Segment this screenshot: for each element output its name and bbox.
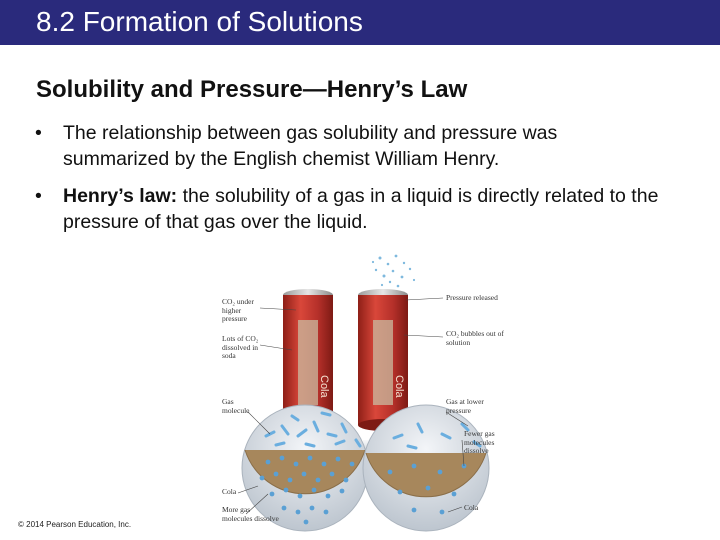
label-cola-left: Cola bbox=[222, 487, 237, 496]
can-brand-left: Cola bbox=[318, 375, 330, 398]
label-co2-bubbles: CO₂ bubbles out of solution bbox=[446, 329, 504, 347]
bullet-marker: • bbox=[35, 122, 42, 144]
label-more-gas: More gas molecules dissolve bbox=[222, 505, 279, 523]
can-opened bbox=[358, 289, 408, 431]
term-henrys-law: Henry’s law: bbox=[63, 185, 178, 207]
slide-title: 8.2 Formation of Solutions bbox=[36, 6, 363, 37]
bullet-text bbox=[63, 183, 663, 235]
bullet-marker: • bbox=[35, 185, 42, 207]
label-gas-lower: Gas at lower pressure bbox=[446, 397, 484, 415]
label-cola-right: Cola bbox=[464, 503, 479, 512]
label-pressure-released: Pressure released bbox=[446, 293, 498, 302]
slide-subtitle: Solubility and Pressure—Henry’s Law bbox=[36, 76, 468, 103]
label-lots-co2: Lots of CO₂ dissolved in soda bbox=[222, 334, 259, 360]
definition-text: the solubility of a gas in a liquid is directly related to the pressure of that gas over the liquid. bbox=[63, 185, 659, 233]
co2-spray bbox=[372, 255, 415, 288]
label-gas-molecule: Gas molecule bbox=[222, 397, 250, 415]
title-bar bbox=[0, 0, 720, 45]
can-brand-right: Cola bbox=[393, 375, 405, 398]
copyright-notice: © 2014 Pearson Education, Inc. bbox=[18, 520, 132, 529]
henrys-law-figure bbox=[218, 250, 518, 535]
bullet-text: The relationship between gas solubility and pressure was summarized by the English chemist William Henry. bbox=[63, 122, 558, 170]
label-co2-under: CO₂ under higher pressure bbox=[222, 297, 254, 323]
label-fewer-gas: Fewer gas molecules dissolve bbox=[464, 429, 495, 455]
